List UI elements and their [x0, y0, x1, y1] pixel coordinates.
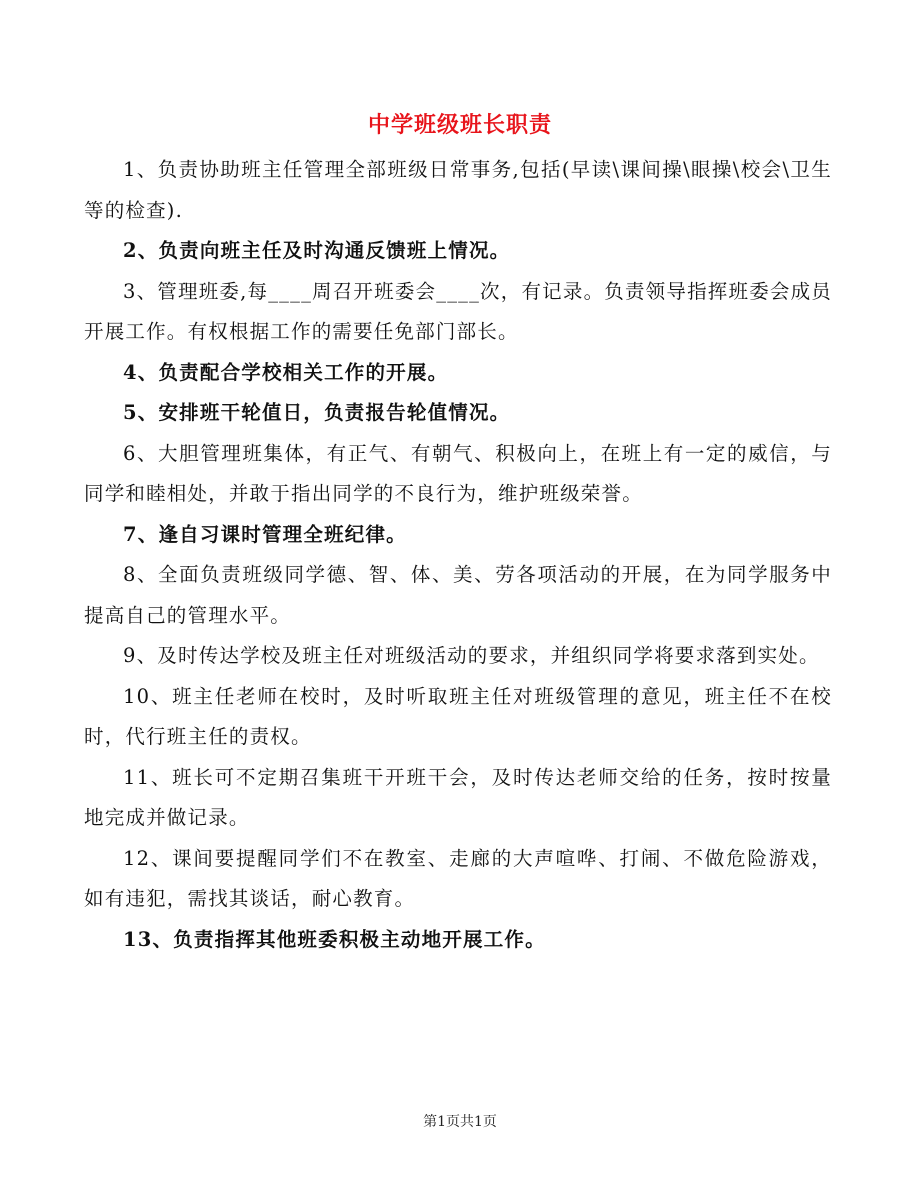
- paragraph-13: 13、负责指挥其他班委积极主动地开展工作。: [123, 927, 546, 951]
- paragraph-8: 8、全面负责班级同学德、智、体、美、劳各项活动的开展，在为同学服务中提高自己的管理水平。: [84, 563, 832, 627]
- paragraph-12: 12、课间要提醒同学们不在教室、走廊的大声喧哗、打闹、不做危险游戏，如有违犯，需找其谈话，耐心教育。: [84, 846, 832, 910]
- paragraph-10: 10、班主任老师在校时，及时听取班主任对班级管理的意见，班主任不在校时，代行班主任的责权。: [84, 684, 832, 748]
- paragraph-5: 5、安排班干轮值日，负责报告轮值情况。: [123, 401, 511, 424]
- paragraph-4: 4、负责配合学校相关工作的开展。: [123, 360, 449, 384]
- paragraph-9: 9、及时传达学校及班主任对班级活动的要求，并组织同学将要求落到实处。: [123, 644, 820, 667]
- paragraph-6: 6、大胆管理班集体，有正气、有朝气、积极向上，在班上有一定的威信，与同学和睦相处，并敢于指出同学的不良行为，维护班级荣誉。: [84, 441, 832, 505]
- paragraph-2: 2、负责向班主任及时沟通反馈班上情况。: [123, 239, 511, 262]
- document-body: [84, 150, 832, 960]
- paragraph-1: 1、负责协助班主任管理全部班级日常事务,包括(早读\课间操\眼操\校会\卫生等的检查).: [84, 158, 832, 222]
- paragraph-11: 11、班长可不定期召集班干开班干会，及时传达老师交给的任务，按时按量地完成并做记录。: [84, 765, 832, 829]
- page-footer: 第1页共1页: [423, 1114, 497, 1130]
- paragraph-7: 7、逢自习课时管理全班纪律。: [123, 522, 407, 546]
- document-title: 中学班级班长职责: [367, 112, 552, 138]
- paragraph-3: 3、管理班委,每____周召开班委会____次，有记录。负责领导指挥班委会成员开展工作。有权根据工作的需要任免部门部长。: [84, 279, 832, 343]
